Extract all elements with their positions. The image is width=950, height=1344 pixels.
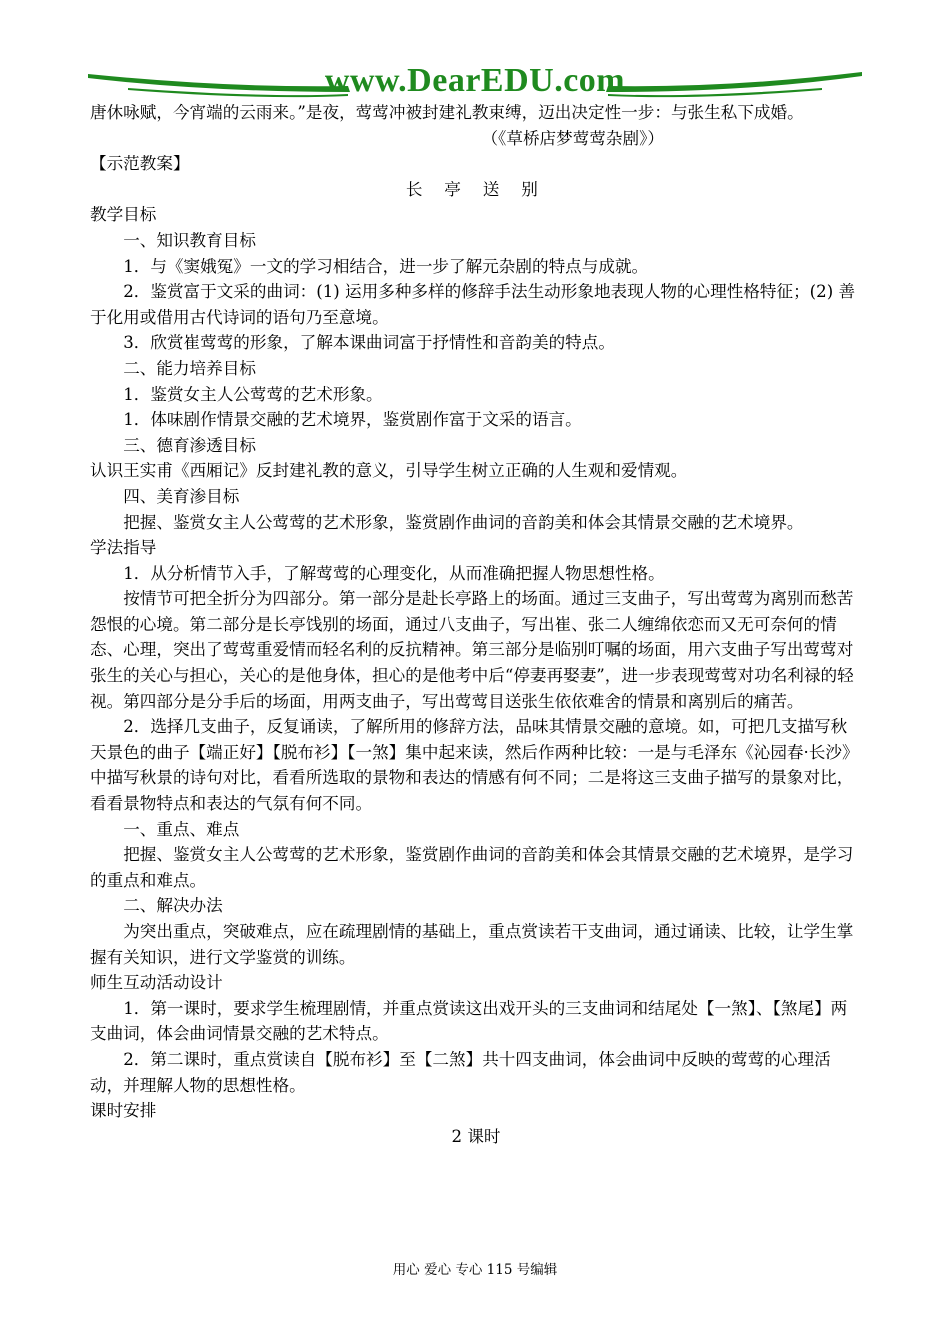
list-item: 1．鉴赏女主人公莺莺的艺术形象。 xyxy=(123,384,383,404)
paragraph: 把握、鉴赏女主人公莺莺的艺术形象，鉴赏剧作曲词的音韵美和体会其情景交融的艺术境界，是学习的重点和难点。 xyxy=(90,845,854,890)
subheading: 四、美育渗目标 xyxy=(123,486,240,506)
document-body xyxy=(90,100,862,1149)
subheading: 三、德育渗透目标 xyxy=(123,435,256,455)
list-item: 2．选择几支曲子，反复诵读，了解所用的修辞方法，品味其情景交融的意境。如，可把几支描写秋天景色的曲子【端正好】【脱布衫】【一煞】集中起来读，然后作两种比较：一是与毛泽东《沁园春·长沙》中描写秋景的诗句对比，看看所选取的景物和表达的情感有何不同；二是将这三支曲子描写的景象对比，看看景物特点和表达的气氛有何不同。 xyxy=(90,717,859,814)
list-item: 2．鉴赏富于文采的曲词：(1) 运用多种多样的修辞手法生动形象地表现人物的心理性格特征；(2) 善于化用或借用古代诗词的语句乃至意境。 xyxy=(90,282,856,327)
list-item: 1．从分析情节入手，了解莺莺的心理变化，从而准确把握人物思想性格。 xyxy=(123,563,665,583)
list-item: 1．体味剧作情景交融的艺术境界，鉴赏剧作富于文采的语言。 xyxy=(123,410,582,430)
paragraph: 认识王实甫《西厢记》反封建礼教的意义，引导学生树立正确的人生观和爱情观。 xyxy=(90,461,688,481)
heading: 课时安排 xyxy=(90,1101,157,1121)
paragraph: 把握、鉴赏女主人公莺莺的艺术形象，鉴赏剧作曲词的音韵美和体会其情景交融的艺术境界。 xyxy=(123,512,804,532)
site-logo: www.DearEDU.com xyxy=(324,62,626,99)
site-header xyxy=(88,58,862,102)
lesson-count: 2 课时 xyxy=(451,1126,501,1146)
subheading: 一、知识教育目标 xyxy=(123,230,256,250)
page-footer: 用心 爱心 专心 115 号编辑 xyxy=(392,1262,558,1278)
list-item: 1．与《窦娥冤》一文的学习相结合，进一步了解元杂剧的特点与成就。 xyxy=(123,256,649,276)
list-item: 1．第一课时，要求学生梳理剧情，并重点赏读这出戏开头的三支曲词和结尾处【一煞】、【煞尾】两支曲词，体会曲词情景交融的艺术特点。 xyxy=(90,998,848,1044)
subheading: 二、能力培养目标 xyxy=(123,358,256,378)
paragraph: 为突出重点，突破难点，应在疏理剧情的基础上，重点赏读若干支曲词，通过诵读、比较，让学生掌握有关知识，进行文学鉴赏的训练。 xyxy=(90,922,854,967)
heading: 师生互动活动设计 xyxy=(90,973,223,993)
heading: 教学目标 xyxy=(90,205,157,225)
heading: 学法指导 xyxy=(90,538,157,558)
subheading: 二、解决办法 xyxy=(123,896,223,916)
section-label: 【示范教案】 xyxy=(90,154,190,174)
list-item: 3．欣赏崔莺莺的形象，了解本课曲词富于抒情性和音韵美的特点。 xyxy=(123,333,615,353)
paragraph: 唐休咏赋，今宵端的云雨来。”是夜，莺莺冲被封建礼教束缚，迈出决定性一步：与张生私下成婚。 xyxy=(90,103,804,122)
paragraph: 按情节可把全折分为四部分。第一部分是赴长亭路上的场面。通过三支曲子，写出莺莺为离别而愁苦怨恨的心境。第二部分是长亭饯别的场面，通过八支曲子，写出崔、张二人缠绵依恋而又无可奈何的情态、心理，突出了莺莺重爱情而轻名利的反抗精神。第三部分是临别叮嘱的场面，用六支曲子写出莺莺对张生的关心与担心，关心的是他身体，担心的是他考中后“停妻再娶妻”，进一步表现莺莺对功名利禄的轻视。第四部分是分手后的场面，用两支曲子，写出莺莺目送张生依依难舍的情景和离别后的痛苦。 xyxy=(90,589,854,711)
source-citation: （《草桥店梦莺莺杂剧》） xyxy=(481,128,664,148)
subheading: 一、重点、难点 xyxy=(123,819,240,839)
lesson-title: 长 亭 送 别 xyxy=(405,179,547,199)
list-item: 2．第二课时，重点赏读自【脱布衫】至【二煞】共十四支曲词，体会曲词中反映的莺莺的心理活动，并理解人物的思想性格。 xyxy=(90,1049,831,1095)
